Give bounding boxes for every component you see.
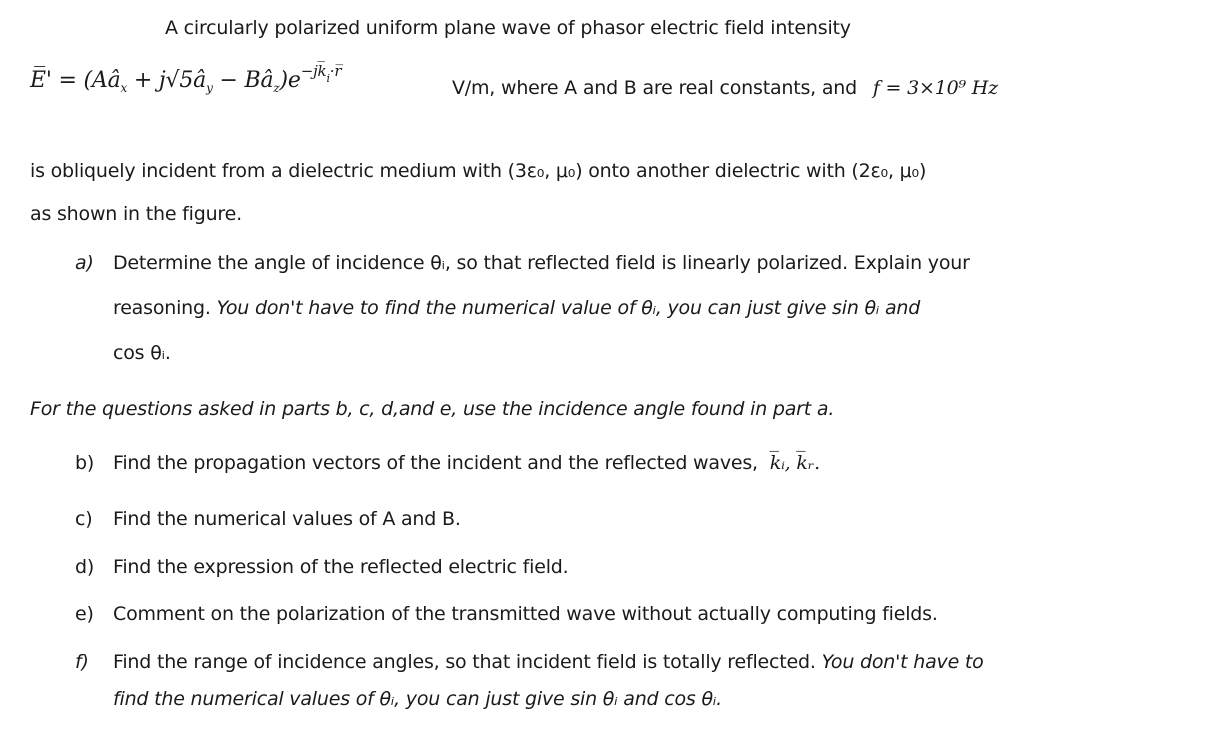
part-d-text: Find the expression of the reflected electric field. <box>113 556 569 578</box>
part-d-label: d) <box>75 556 95 578</box>
part-a-line-1 <box>75 252 970 274</box>
formula-sub-x: x <box>120 81 128 95</box>
incidence-text: is obliquely incident from a dielectric medium with (3ε₀, μ₀) onto another dielectric with (2ε₀, μ₀) <box>30 160 927 182</box>
part-e-label: e) <box>75 603 94 625</box>
formula-exp: )e <box>279 68 301 93</box>
part-b-text: Find the propagation vectors of the incident and the reflected waves, <box>113 452 758 474</box>
formula-lhs: E̅' = (Aâ <box>30 68 121 93</box>
figure-line <box>30 203 242 225</box>
part-c-label: c) <box>75 508 93 530</box>
intro-line <box>165 17 851 39</box>
parts-note-text: For the questions asked in parts b, c, d,and e, use the incidence angle found in part a. <box>30 398 835 420</box>
part-f-line-1 <box>75 651 984 673</box>
formula-exp-sup2: ·r̅ <box>329 62 342 80</box>
part-c-text: Find the numerical values of A and B. <box>113 508 461 530</box>
part-b-label: b) <box>75 452 95 474</box>
parts-note <box>30 398 834 420</box>
intro-text: A circularly polarized uniform plane wave of phasor electric field intensity <box>165 17 851 39</box>
formula-terms: + j√5â <box>133 68 207 93</box>
part-f-line-2 <box>113 688 722 710</box>
part-b-line <box>75 452 820 474</box>
part-e-line <box>75 603 938 625</box>
incidence-line <box>30 160 926 182</box>
field-formula <box>30 62 341 95</box>
part-b-vectors: k̅ᵢ, k̅ᵣ. <box>769 452 820 474</box>
formula-exp-sub: i <box>326 72 330 85</box>
part-a-label: a) <box>75 252 94 274</box>
formula-sub-z: z <box>273 81 280 95</box>
figure-text: as shown in the figure. <box>30 203 242 225</box>
part-f-text-italic: You don't have to <box>821 651 984 673</box>
part-a-line-2 <box>113 297 920 319</box>
part-a-text-3: cos θᵢ. <box>113 342 171 364</box>
frequency: f = 3×10⁹ Hz <box>872 77 998 99</box>
part-d-line <box>75 556 568 578</box>
part-a-text-2-italic: You don't have to find the numerical value of θᵢ, you can just give sin θᵢ and <box>216 297 921 319</box>
formula-exp-sup: −jk̅ <box>300 62 327 80</box>
part-a-text-1: Determine the angle of incidence θᵢ, so that reflected field is linearly polarized. Explain your <box>113 252 970 274</box>
formula-minus: − Bâ <box>219 68 274 93</box>
part-f-label: f) <box>75 651 89 673</box>
formula-sub-y: y <box>206 81 213 95</box>
part-f-text-plain: Find the range of incidence angles, so that incident field is totally reflected. <box>113 651 816 673</box>
part-e-text: Comment on the polarization of the transmitted wave without actually computing fields. <box>113 603 938 625</box>
units-line <box>452 77 998 99</box>
units-text: V/m, where A and B are real constants, and <box>452 77 858 99</box>
part-a-line-3 <box>113 342 171 364</box>
part-f-text-2: find the numerical values of θᵢ, you can just give sin θᵢ and cos θᵢ. <box>113 688 722 710</box>
part-c-line <box>75 508 461 530</box>
part-a-text-2-plain: reasoning. <box>113 297 211 319</box>
